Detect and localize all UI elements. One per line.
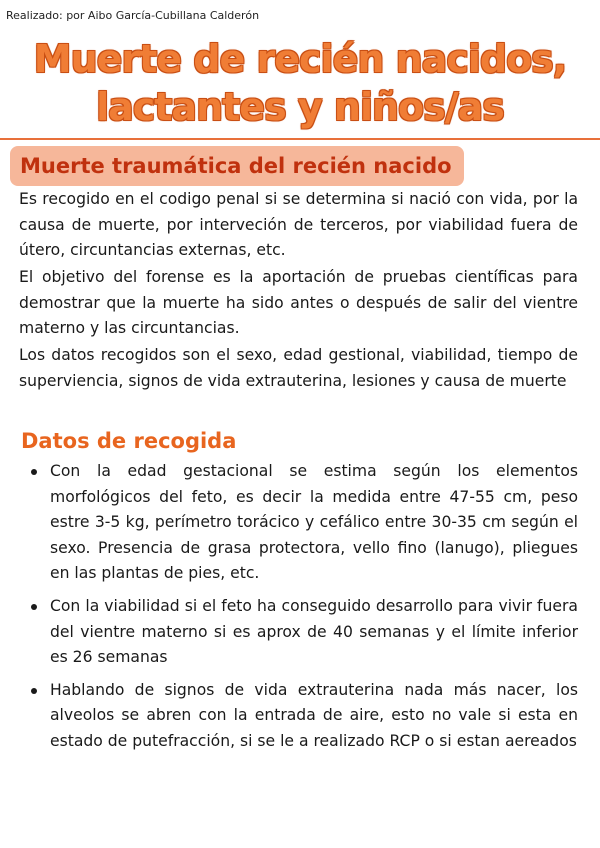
author-credit: Realizado: por Aibo García-Cubillana Calderón	[6, 9, 260, 22]
list-item	[22, 459, 578, 587]
title-divider	[0, 138, 600, 140]
list-item	[22, 678, 578, 755]
bullet-icon	[31, 469, 37, 475]
paragraph: Los datos recogidos son el sexo, edad gestional, viabilidad, tiempo de superviencia, signos de vida extrauterina, lesiones y causa de muerte	[19, 346, 578, 390]
list-item	[22, 594, 578, 671]
page-title-line-2: lactantes y niños/as	[96, 85, 504, 129]
paragraph: El objetivo del forense es la aportación de pruebas científicas para demostrar que la muerte ha sido antes o después de salir del vientre materno y las circuntancias.	[19, 268, 578, 338]
page-title-line-1: Muerte de recién nacidos,	[33, 37, 567, 81]
bullet-icon	[31, 688, 37, 694]
list-item-text: Con la edad gestacional se estima según los elementos morfológicos del feto, es decir la medida entre 47-55 cm, peso estre 3-5 kg, perímetro torácico y cefálico entre 30-35 cm según el sexo. Presencia de grasa protectora, vello fino (lanugo), pliegues en las plantas de pies, etc.	[50, 462, 578, 583]
bullet-icon	[31, 604, 37, 610]
list-item-text: Hablando de signos de vida extrauterina nada más nacer, los alveolos se abren con la entrada de aire, esto no vale si esta en estado de putefracción, si se le a realizado RCP o si estan aereados	[50, 680, 578, 750]
section-heading: Muerte traumática del recién nacido	[20, 154, 452, 178]
bullet-list	[22, 459, 578, 762]
subsection-heading: Datos de recogida	[21, 429, 237, 453]
list-item-text: Con la viabilidad si el feto ha conseguido desarrollo para vivir fuera del vientre materno si es aprox de 40 semanas y el límite inferior es 26 semanas	[50, 596, 578, 667]
paragraph: Es recogido en el codigo penal si se determina si nació con vida, por la causa de muerte, por interveción de terceros, por viabilidad fuera de útero, circuntancias externas, etc.	[19, 190, 578, 260]
